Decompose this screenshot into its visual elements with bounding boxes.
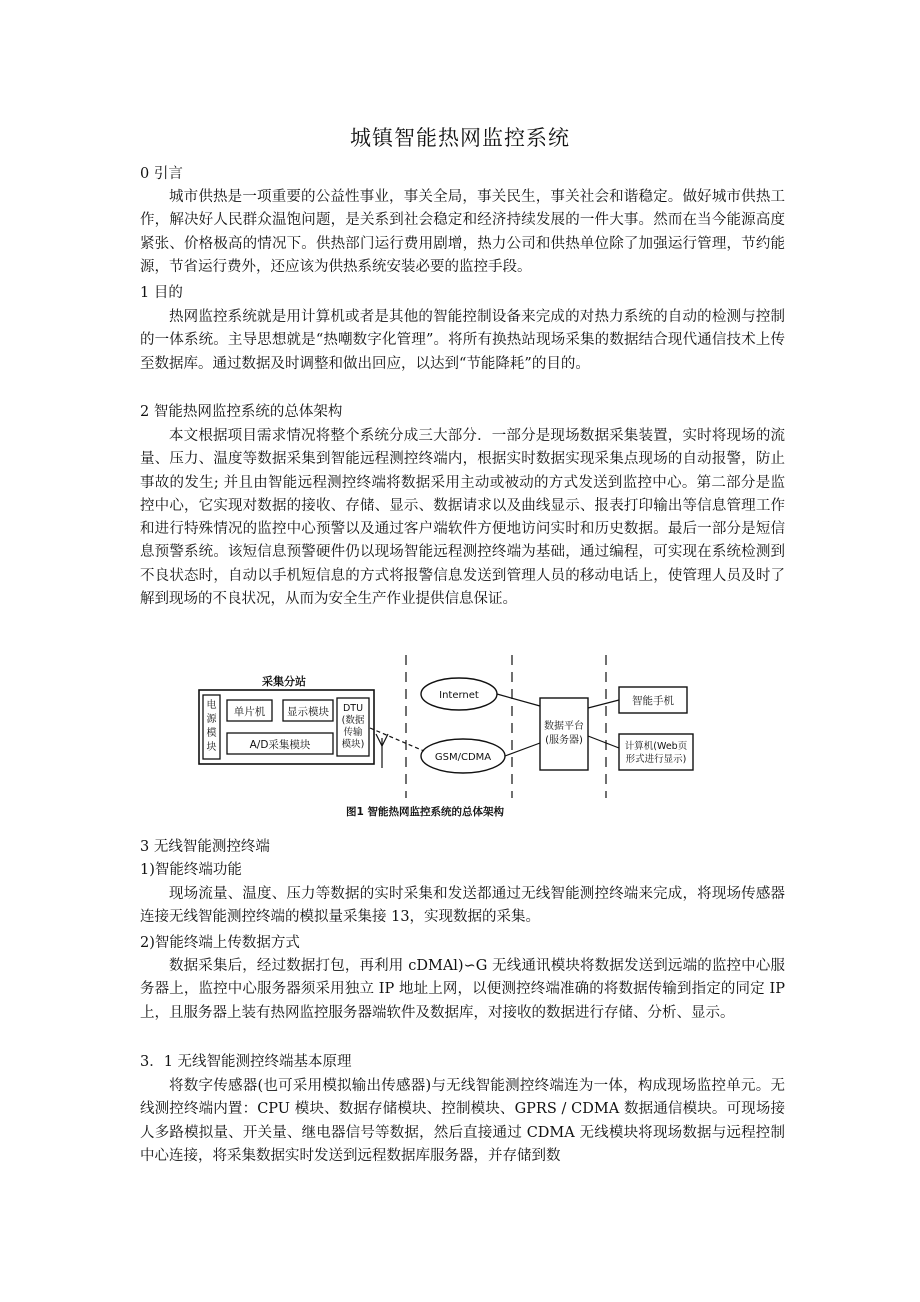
section-2-paragraph: 本文根据项目需求情况将整个系统分成三大部分．一部分是现场数据采集装置，实时将现场的流量、压力、温度等数据采集到智能远程测控终端内，根据实时数据实现采集点现场的自动报警，防止事故的发生; 并且由智能远程测控终端将数据采用主动或被动的方式发送到监控中心。第二部分是监控中心，它实现对数据的接收、存储、显示、数据请求以及曲线显示、报表打印输出等信息管理工作和进行特殊情况的监控中心预警以及通过客户端软件方便地访问实时和历史数据。最后一部分是短信息预警系统。该短信息预警硬件仍以现场智能远程测控终端为基础，通过编程，可实现在系统检测到不良状态时，自动以手机短信息的方式将报警信息发送到管理人员的移动电话上，使管理人员及时了解到现场的不良状况，从而为安全生产作业提供信息保证。 [140,428,785,608]
section-1-paragraph: 热网监控系统就是用计算机或者是其他的智能控制设备来完成的对热力系统的自动的检测与控制的一体系统。主导思想就是“热嘲数字化管理”。将所有换热站现场采集的数据结合现代通信技术上传至数据库。通过数据及时调整和做出回应，以达到“节能降耗”的目的。 [140,309,785,372]
section-3-2-heading: 2)智能终端上传数据方式 [140,935,300,951]
antenna-icon [376,734,388,768]
power-module-char: 模 [206,728,217,739]
dtu-label-line2: (数据 [341,715,365,726]
data-platform-label-line2: (服务器) [545,735,583,746]
platform-to-phone-link [588,700,619,708]
section-0-paragraph: 城市供热是一项重要的公益性事业，事关全局，事关民生，事关社会和谐稳定。做好城市供热工作，解决好人民群众温饱问题，是关系到社会稳定和经济持续发展的一件大事。然而在当今能源高度紧张、价格极高的情况下。供热部门运行费用剧增，热力公司和供热单位除了加强运行管理，节约能源，节省运行费外，还应该为供热系统安装必要的监控手段。 [140,189,785,275]
platform-to-computer-link [588,736,619,748]
section-1-heading: 1 目的 [140,285,183,301]
dtu-label-line3: 传输 [343,727,363,738]
power-module-char: 电 [206,700,217,711]
station-label: 采集分站 [262,675,306,688]
dtu-label-line4: 模块) [341,739,365,750]
page-title: 城镇智能热网监控系统 [350,126,570,150]
section-3-3-paragraph: 将数字传感器(也可采用模拟输出传感器)与无线智能测控终端连为一体，构成现场监控单元。无线测控终端内置：CPU 模块、数据存储模块、控制模块、GPRS / CDMA 数据通信模块。可现场接人多路模拟量、开关量、继电器信号等数据，然后直接通过 CDMA 无线模块将现场数据与远程控制中心连接，将采集数据实时发送到远程数据库服务器，并存储到数 [140,1078,785,1164]
display-module-label: 显示模块 [287,706,329,718]
gsm-cdma-label: GSM/CDMA [434,752,492,763]
architecture-diagram [196,650,696,825]
internet-label: Internet [439,690,479,701]
data-platform-box [540,698,588,770]
data-platform-label-line1: 数据平台 [544,721,584,732]
dtu-label-line1: DTU [342,703,364,714]
figure-caption: 图1 智能热网监控系统的总体架构 [346,806,504,818]
section-2-heading: 2 智能热网监控系统的总体架构 [140,404,343,420]
section-3-2-paragraph: 数据采集后，经过数据打包，再利用 cDMAl)∽G 无线通讯模块将数据发送到远端的监控中心服务器上，监控中心服务器须采用独立 IP 地址上网，以便测控终端准确的将数据传输到指定的同定 IP 上，且服务器上装有热网监控服务器端软件及数据库，对接收的数据进行存储、分析、显示。 [140,958,785,1021]
section-0-heading: 0 引言 [140,166,183,182]
computer-label-line1: 计算机(Web页 [624,741,688,752]
power-module-char: 源 [206,714,217,725]
section-3-3-heading: 3．1 无线智能测控终端基本原理 [140,1054,352,1070]
internet-to-platform-link [497,694,540,706]
ad-module-label: A/D采集模块 [249,739,311,751]
smartphone-label: 智能手机 [632,695,674,707]
section-3-1-heading: 1)智能终端功能 [140,862,242,878]
power-module-char: 块 [206,742,217,753]
computer-label-line2: 形式进行显示) [625,754,687,765]
gsm-to-platform-link [505,743,540,756]
architecture-figure [196,650,696,825]
section-3-heading: 3 无线智能测控终端 [140,839,270,855]
section-3-1-paragraph: 现场流量、温度、压力等数据的实时采集和发送都通过无线智能测控终端来完成，将现场传感器连接无线智能测控终端的模拟量采集接 13，实现数据的采集。 [140,886,785,926]
mcu-label: 单片机 [233,706,266,718]
